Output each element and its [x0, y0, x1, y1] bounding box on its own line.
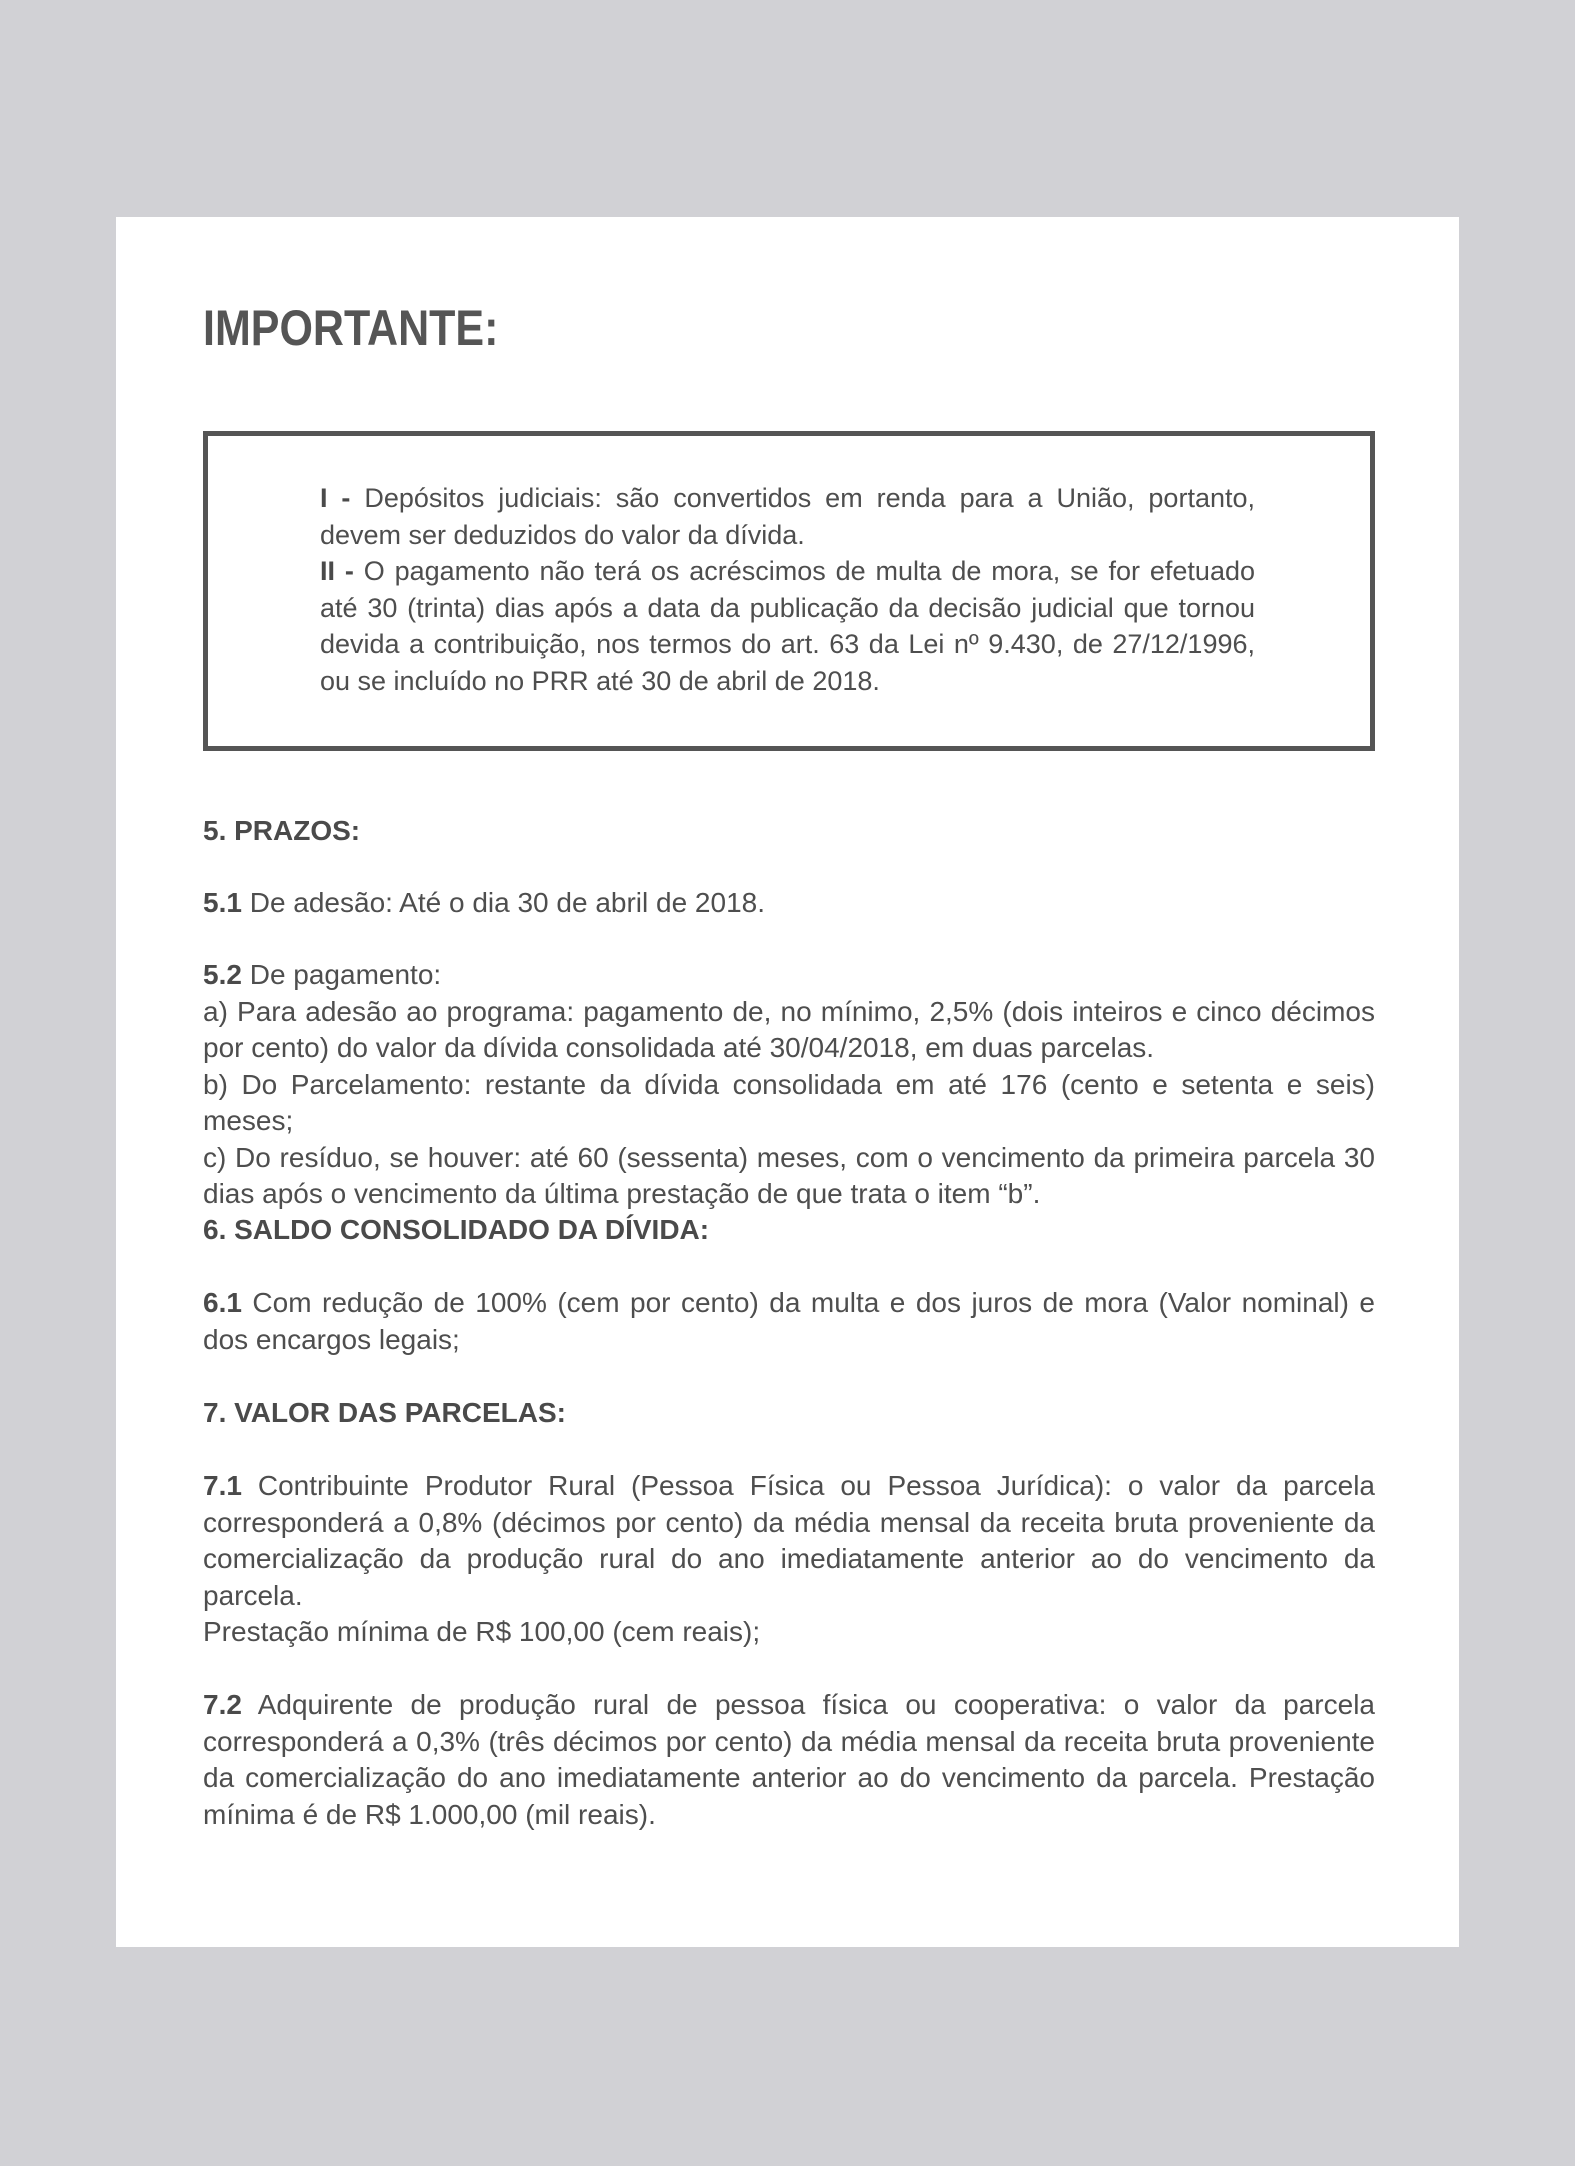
page-title: IMPORTANTE:: [203, 300, 499, 356]
paragraph-5-2-item-c: c) Do resíduo, se houver: até 60 (sessenta) meses, com o vencimento da primeira parcela 30 dias após o vencimento da última prestação de que trata o item “b”.: [203, 1141, 1375, 1209]
section-7-heading: 7. VALOR DAS PARCELAS:: [203, 1397, 566, 1428]
paragraph-7-2-text: Adquirente de produção rural de pessoa física ou cooperativa: o valor da parcela corresponderá a 0,3% (três décimos por cento) da média mensal da receita bruta proveniente da comercialização do ano imediatamente anterior ao do vencimento da parcela. Prestação mínima é de R$ 1.000,00 (mil reais).: [203, 1689, 1375, 1830]
notice-content: [320, 480, 1255, 699]
paragraph-5-1: [203, 885, 1375, 922]
paragraph-7-1-minimum: Prestação mínima de R$ 100,00 (cem reais);: [203, 1616, 761, 1647]
paragraph-6-1-label: 6.1: [203, 1287, 242, 1318]
section-5-heading: 5. PRAZOS:: [203, 815, 361, 846]
notice-item-1-label: I -: [320, 483, 351, 513]
paragraph-7-1: [203, 1468, 1375, 1614]
paragraph-5-1-text: De adesão: Até o dia 30 de abril de 2018.: [241, 887, 765, 918]
paragraph-5-2-item-b: b) Do Parcelamento: restante da dívida consolidada em até 176 (cento e setenta e seis) meses;: [203, 1068, 1375, 1136]
notice-item-2: [320, 553, 1255, 699]
section-6-heading: 6. SALDO CONSOLIDADO DA DÍVIDA:: [203, 1214, 710, 1245]
paragraph-5-2-text: De pagamento:: [241, 959, 442, 990]
paragraph-5-2-item-a: a) Para adesão ao programa: pagamento de, no mínimo, 2,5% (dois inteiros e cinco décimos por cento) do valor da dívida consolidada até 30/04/2018, em duas parcelas.: [203, 995, 1375, 1063]
paragraph-5-2: [203, 957, 1375, 1213]
notice-item-2-text: O pagamento não terá os acréscimos de multa de mora, se for efetuado até 30 (trinta) dias após a data da publicação da decisão judicial que tornou devida a contribuição, nos termos do art. 63 da Lei nº 9.430, de 27/12/1996, ou se incluído no PRR até 30 de abril de 2018.: [320, 556, 1255, 696]
paragraph-6-1-text: Com redução de 100% (cem por cento) da multa e dos juros de mora (Valor nominal) e dos encargos legais;: [203, 1287, 1375, 1355]
document-page: [116, 217, 1459, 1947]
notice-item-1: [320, 480, 1255, 553]
paragraph-5-2-title: [203, 957, 1375, 994]
paragraph-7-2-label: 7.2: [203, 1689, 242, 1720]
notice-item-1-text: Depósitos judiciais: são convertidos em renda para a União, portanto, devem ser deduzidos do valor da dívida.: [320, 483, 1255, 550]
paragraph-7-1-label: 7.1: [203, 1470, 242, 1501]
notice-item-2-label: II -: [320, 556, 354, 586]
paragraph-5-2-label: 5.2: [203, 959, 242, 990]
paragraph-5-1-label: 5.1: [203, 887, 242, 918]
important-notice-box: [203, 431, 1375, 751]
paragraph-7-1-text: Contribuinte Produtor Rural (Pessoa Física ou Pessoa Jurídica): o valor da parcela corresponderá a 0,8% (décimos por cento) da média mensal da receita bruta proveniente da comercialização da produção rural do ano imediatamente anterior ao do vencimento da parcela.: [203, 1470, 1375, 1611]
paragraph-7-2: [203, 1687, 1375, 1833]
paragraph-6-1: [203, 1285, 1375, 1358]
